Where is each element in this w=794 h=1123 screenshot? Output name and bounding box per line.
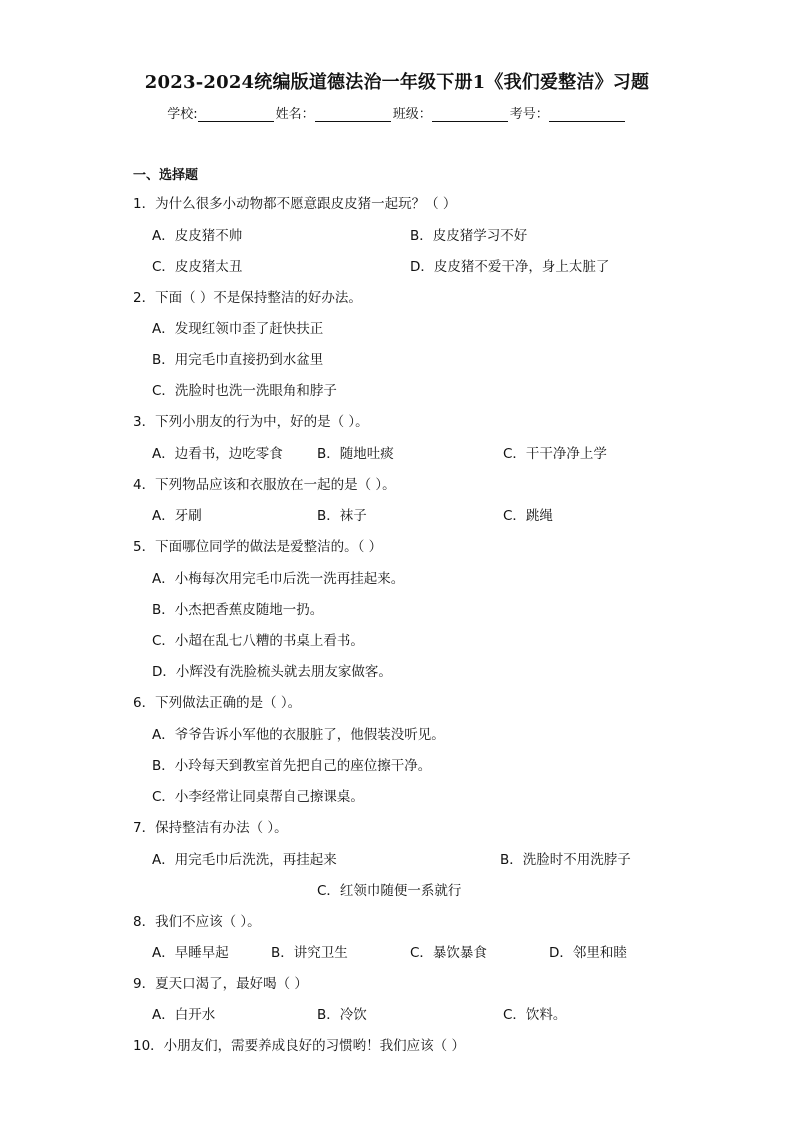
q8-option-d: D．邻里和睦 — [549, 945, 627, 961]
school-label: 学校: — [167, 107, 198, 122]
name-label: 姓名： — [275, 107, 315, 122]
exam-number-blank — [549, 107, 625, 122]
q3-option-c: C．干干净净上学 — [503, 446, 607, 462]
exam-number-field — [510, 103, 627, 122]
question-8: 8．我们不应该（ ）。 — [133, 914, 261, 930]
q9-option-c: C．饮料。 — [503, 1007, 567, 1023]
q5-option-c: C．小超在乱七八糟的书桌上看书。 — [152, 633, 364, 649]
student-info-line — [0, 103, 794, 122]
q4-option-c: C．跳绳 — [503, 508, 553, 524]
section-heading: 一、选择题 — [133, 168, 199, 183]
class-label: 班级： — [392, 107, 432, 122]
q6-option-b: B．小玲每天到教室首先把自己的座位擦干净。 — [152, 758, 432, 774]
q4-option-b: B．袜子 — [317, 508, 367, 524]
q8-option-a: A．早睡早起 — [152, 945, 229, 961]
question-3: 3．下列小朋友的行为中，好的是（ ）。 — [133, 414, 369, 430]
name-field — [276, 103, 393, 122]
question-7: 7．保持整洁有办法（ ）。 — [133, 820, 288, 836]
q5-option-a: A．小梅每次用完毛巾后洗一洗再挂起来。 — [152, 571, 405, 587]
q2-option-c: C．洗脸时也洗一洗眼角和脖子 — [152, 383, 337, 399]
question-5: 5．下面哪位同学的做法是爱整洁的。（ ） — [133, 539, 383, 555]
q9-option-b: B．冷饮 — [317, 1007, 367, 1023]
page-title: 2023-2024统编版道德法治一年级下册1《我们爱整洁》习题 — [144, 72, 650, 93]
q2-option-a: A．发现红领巾歪了赶快扶正 — [152, 321, 324, 337]
q8-option-c: C．暴饮暴食 — [410, 945, 487, 961]
q2-option-b: B．用完毛巾直接扔到水盆里 — [152, 352, 324, 368]
q6-option-a: A．爷爷告诉小军他的衣服脏了，他假装没听见。 — [152, 727, 445, 743]
class-blank — [432, 107, 508, 122]
q4-option-a: A．牙刷 — [152, 508, 202, 524]
q7-option-a: A．用完毛巾后洗洗，再挂起来 — [152, 852, 337, 868]
q7-option-b: B．洗脸时不用洗脖子 — [500, 852, 631, 868]
school-blank — [198, 107, 274, 122]
question-4: 4．下列物品应该和衣服放在一起的是（ ）。 — [133, 477, 396, 493]
q1-option-c: C．皮皮猪太丑 — [152, 259, 243, 275]
question-9: 9．夏天口渴了，最好喝（ ） — [133, 976, 308, 992]
question-1: 1．为什么很多小动物都不愿意跟皮皮猪一起玩？（ ） — [133, 196, 457, 212]
q1-option-b: B．皮皮猪学习不好 — [410, 228, 528, 244]
question-6: 6．下列做法正确的是（ ）。 — [133, 695, 302, 711]
q8-option-b: B．讲究卫生 — [271, 945, 348, 961]
q6-option-c: C．小李经常让同桌帮自己擦课桌。 — [152, 789, 364, 805]
q1-option-a: A．皮皮猪不帅 — [152, 228, 243, 244]
q5-option-b: B．小杰把香蕉皮随地一扔。 — [152, 602, 324, 618]
q1-option-d: D．皮皮猪不爱干净，身上太脏了 — [410, 259, 610, 275]
exam-number-label: 考号： — [509, 107, 549, 122]
q3-option-a: A．边看书，边吃零食 — [152, 446, 283, 462]
school-field — [167, 103, 275, 122]
q7-option-c: C．红领巾随便一系就行 — [317, 883, 462, 899]
q9-option-a: A．白开水 — [152, 1007, 216, 1023]
q3-option-b: B．随地吐痰 — [317, 446, 394, 462]
question-2: 2．下面（ ）不是保持整洁的好办法。 — [133, 290, 362, 306]
name-blank — [315, 107, 391, 122]
question-10: 10．小朋友们，需要养成良好的习惯哟！我们应该（ ） — [133, 1038, 465, 1054]
class-field — [393, 103, 510, 122]
q5-option-d: D．小辉没有洗脸梳头就去朋友家做客。 — [152, 664, 392, 680]
